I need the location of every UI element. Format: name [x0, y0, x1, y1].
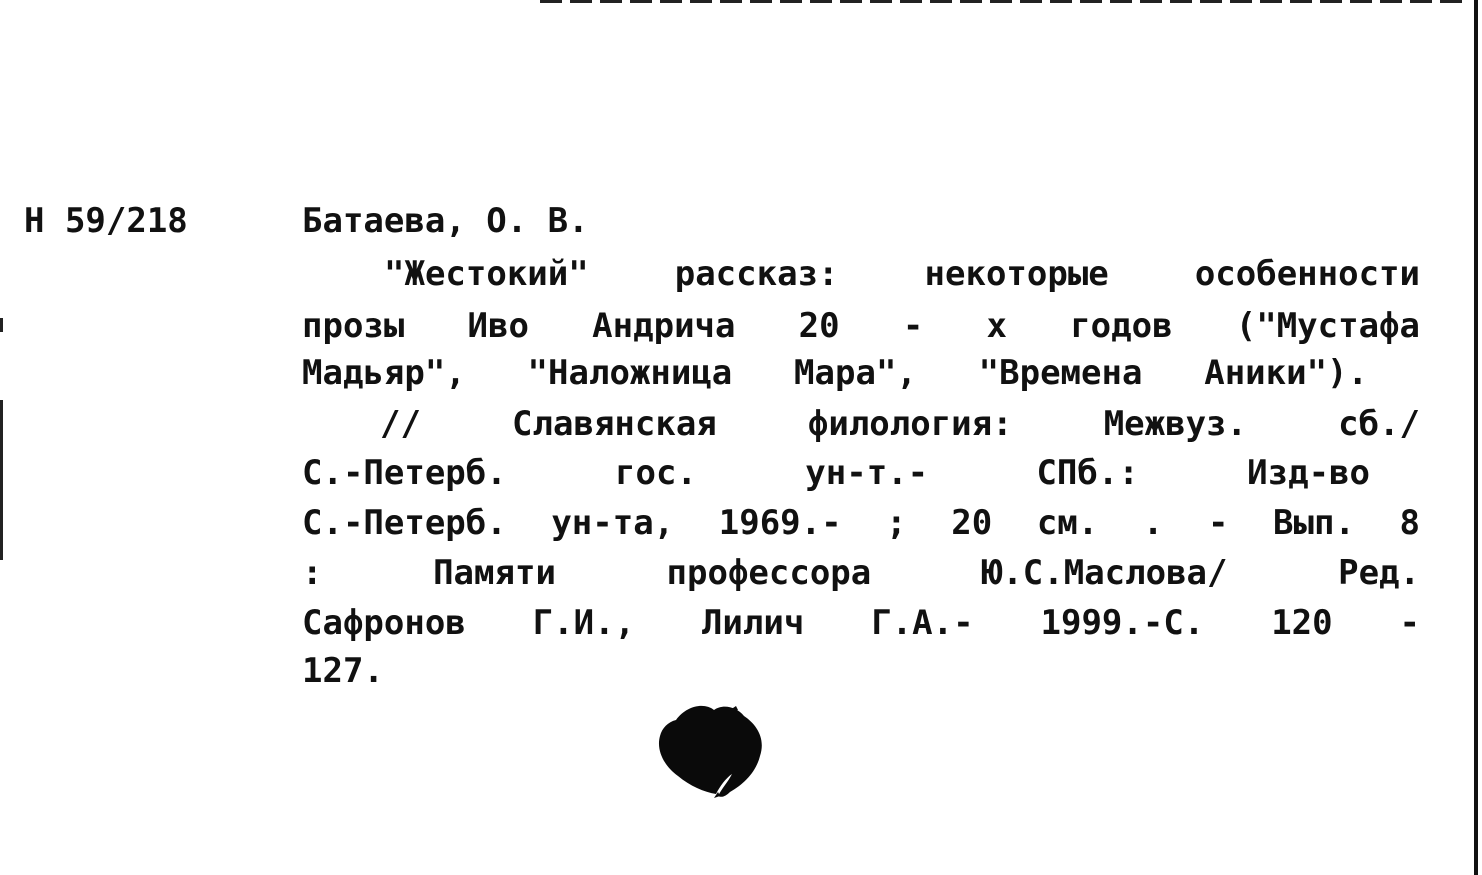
right-card-edge: [1474, 0, 1478, 875]
title-line-2: прозы Иво Андрича 20 - х годов ("Мустафа: [302, 306, 1420, 346]
source-line-6: 127.: [302, 651, 384, 691]
source-line-3: С.-Петерб. ун-та, 1969.- ; 20 см. . - Вып. 8: [302, 503, 1420, 543]
ink-blot-icon: [656, 702, 766, 800]
source-line-4: : Памяти профессора Ю.С.Маслова/ Ред.: [302, 553, 1420, 593]
title-line-3: Мадьяр", "Наложница Мара", "Времена Аники").: [302, 353, 1368, 393]
left-card-edge: [0, 400, 3, 560]
title-line-1: "Жестокий" рассказ: некоторые особенности: [384, 254, 1420, 294]
source-line-1: // Славянская филология: Межвуз. сб./: [380, 404, 1420, 444]
top-edge-marks: [540, 0, 1470, 3]
source-line-2: С.-Петерб. гос. ун-т.- СПб.: Изд-во: [302, 453, 1370, 493]
left-edge-mark: [0, 318, 3, 332]
author-line: Батаева, О. В.: [302, 201, 589, 241]
call-number: Н 59/218: [24, 201, 188, 241]
source-line-5: Сафронов Г.И., Лилич Г.А.- 1999.-С. 120 -: [302, 603, 1420, 643]
